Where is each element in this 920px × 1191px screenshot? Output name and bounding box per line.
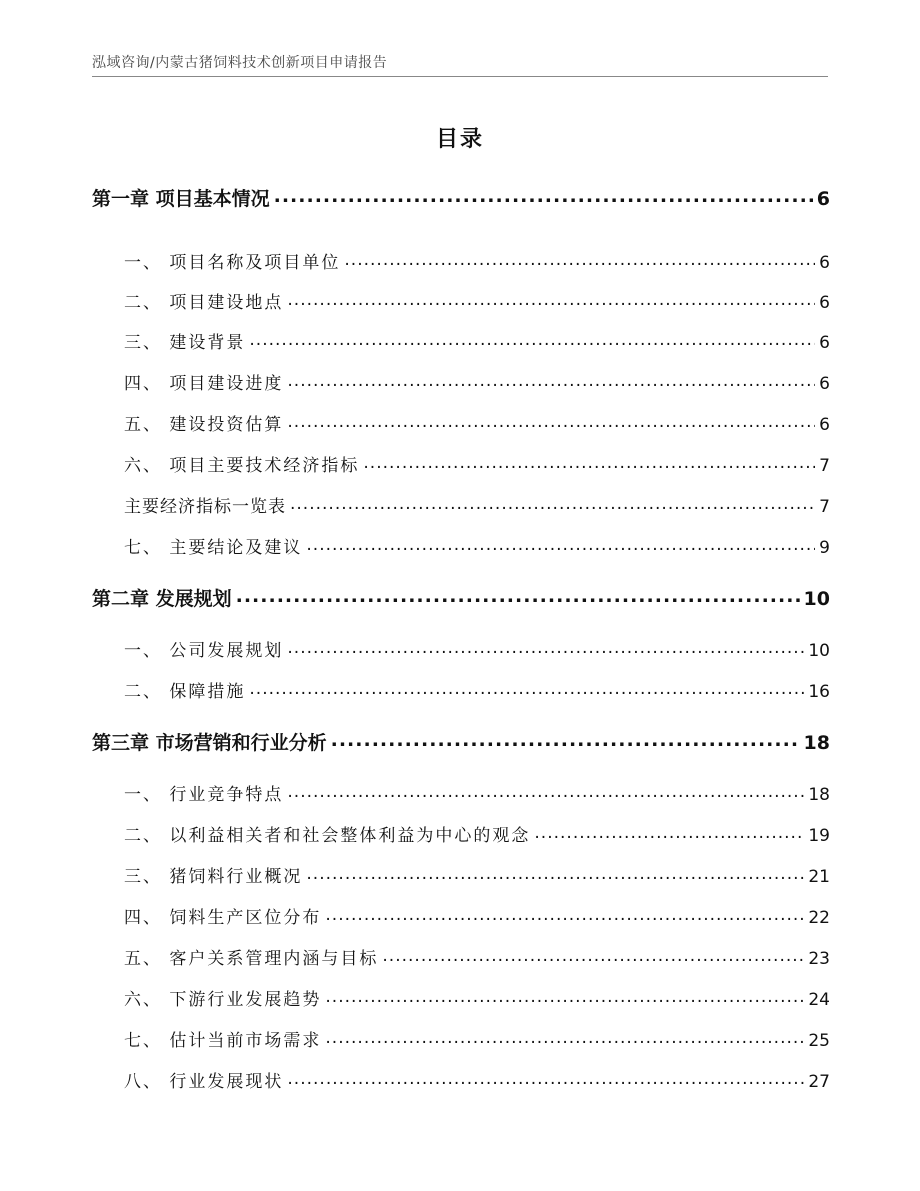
toc-page-number: 7 <box>819 456 830 476</box>
toc-page-number: 27 <box>808 1072 830 1092</box>
toc-entry-label: 第二章 发展规划 <box>92 588 232 610</box>
toc-page-number: 18 <box>803 732 830 754</box>
running-header: 泓域咨询/内蒙古猪饲料技术创新项目申请报告 <box>92 55 388 71</box>
dot-leader <box>287 372 815 389</box>
toc-entry-label: 二、 保障措施 <box>124 682 246 702</box>
toc-page-number: 22 <box>808 908 830 928</box>
toc-entry[interactable] <box>92 369 830 394</box>
toc-page-number: 24 <box>808 990 830 1010</box>
toc-entry-label: 三、 建设背景 <box>124 333 246 353</box>
toc-title: 目录 <box>435 127 484 152</box>
toc-page-number: 6 <box>819 253 830 273</box>
toc-entry-label: 二、 以利益相关者和社会整体利益为中心的观念 <box>124 826 531 846</box>
dot-leader <box>287 1070 804 1087</box>
toc-entry-label: 四、 项目建设进度 <box>124 374 284 394</box>
dot-leader <box>306 865 804 882</box>
toc-page-number: 6 <box>819 415 830 435</box>
toc-entry[interactable] <box>92 492 830 517</box>
toc-entry-label: 一、 公司发展规划 <box>124 641 284 661</box>
toc-entry[interactable] <box>92 328 830 353</box>
dot-leader <box>290 495 815 512</box>
toc-page-number: 6 <box>819 293 830 313</box>
toc-entry-label: 七、 估计当前市场需求 <box>124 1031 322 1051</box>
toc-entry-label: 第三章 市场营销和行业分析 <box>92 732 327 754</box>
dot-leader <box>274 186 813 205</box>
dot-leader <box>287 291 815 308</box>
toc-page-number: 19 <box>808 826 830 846</box>
toc-entry[interactable] <box>92 903 830 928</box>
toc-page-number: 18 <box>808 785 830 805</box>
dot-leader <box>236 586 800 605</box>
toc-chapter-1[interactable] <box>92 184 830 211</box>
toc-entry-label: 二、 项目建设地点 <box>124 293 284 313</box>
toc-entry[interactable] <box>92 985 830 1010</box>
toc-entry-label: 六、 下游行业发展趋势 <box>124 990 322 1010</box>
dot-leader <box>344 251 815 268</box>
toc-entry-label: 四、 饲料生产区位分布 <box>124 908 322 928</box>
dot-leader <box>287 639 804 656</box>
toc-entry-label: 一、 项目名称及项目单位 <box>124 253 341 273</box>
dot-leader <box>363 454 815 471</box>
toc-entry-label: 五、 客户关系管理内涵与目标 <box>124 949 379 969</box>
toc-entry[interactable] <box>92 780 830 805</box>
toc-entry[interactable] <box>92 677 830 702</box>
toc-page-number: 10 <box>803 588 830 610</box>
dot-leader <box>287 413 815 430</box>
dot-leader <box>249 680 804 697</box>
toc-entry[interactable] <box>92 533 830 558</box>
toc-page-number: 7 <box>819 497 830 517</box>
dot-leader <box>382 947 804 964</box>
toc-page-number: 23 <box>808 949 830 969</box>
toc-entry[interactable] <box>92 288 830 313</box>
toc-page-number: 21 <box>808 867 830 887</box>
toc-page-number: 10 <box>808 641 830 661</box>
toc-entry[interactable] <box>92 410 830 435</box>
toc-entry[interactable] <box>92 1026 830 1051</box>
dot-leader <box>249 331 815 348</box>
toc-entry-label: 八、 行业发展现状 <box>124 1072 284 1092</box>
toc-entry[interactable] <box>92 248 830 273</box>
toc-entry-label: 七、 主要结论及建议 <box>124 538 303 558</box>
toc-page-number: 25 <box>808 1031 830 1051</box>
toc-page-number: 16 <box>808 682 830 702</box>
dot-leader <box>325 988 804 1005</box>
toc-entry[interactable] <box>92 1067 830 1092</box>
dot-leader <box>331 730 800 749</box>
toc-entry-label: 主要经济指标一览表 <box>124 497 286 517</box>
toc-entry-label: 一、 行业竞争特点 <box>124 785 284 805</box>
toc-entry-label: 三、 猪饲料行业概况 <box>124 867 303 887</box>
dot-leader <box>325 1029 804 1046</box>
toc-page-number: 6 <box>819 374 830 394</box>
toc-entry[interactable] <box>92 944 830 969</box>
toc-chapter-2[interactable] <box>92 584 830 611</box>
dot-leader <box>287 783 804 800</box>
dot-leader <box>306 536 815 553</box>
dot-leader <box>534 824 804 841</box>
header-divider <box>92 76 828 77</box>
toc-entry[interactable] <box>92 636 830 661</box>
toc-page-number: 9 <box>819 538 830 558</box>
toc-entry[interactable] <box>92 451 830 476</box>
toc-page-number: 6 <box>819 333 830 353</box>
dot-leader <box>325 906 804 923</box>
toc-entry-label: 五、 建设投资估算 <box>124 415 284 435</box>
toc-entry-label: 六、 项目主要技术经济指标 <box>124 456 360 476</box>
toc-chapter-3[interactable] <box>92 728 830 755</box>
toc-entry[interactable] <box>92 862 830 887</box>
toc-entry[interactable] <box>92 821 830 846</box>
toc-entry-label: 第一章 项目基本情况 <box>92 188 270 210</box>
toc-page-number: 6 <box>816 188 830 210</box>
